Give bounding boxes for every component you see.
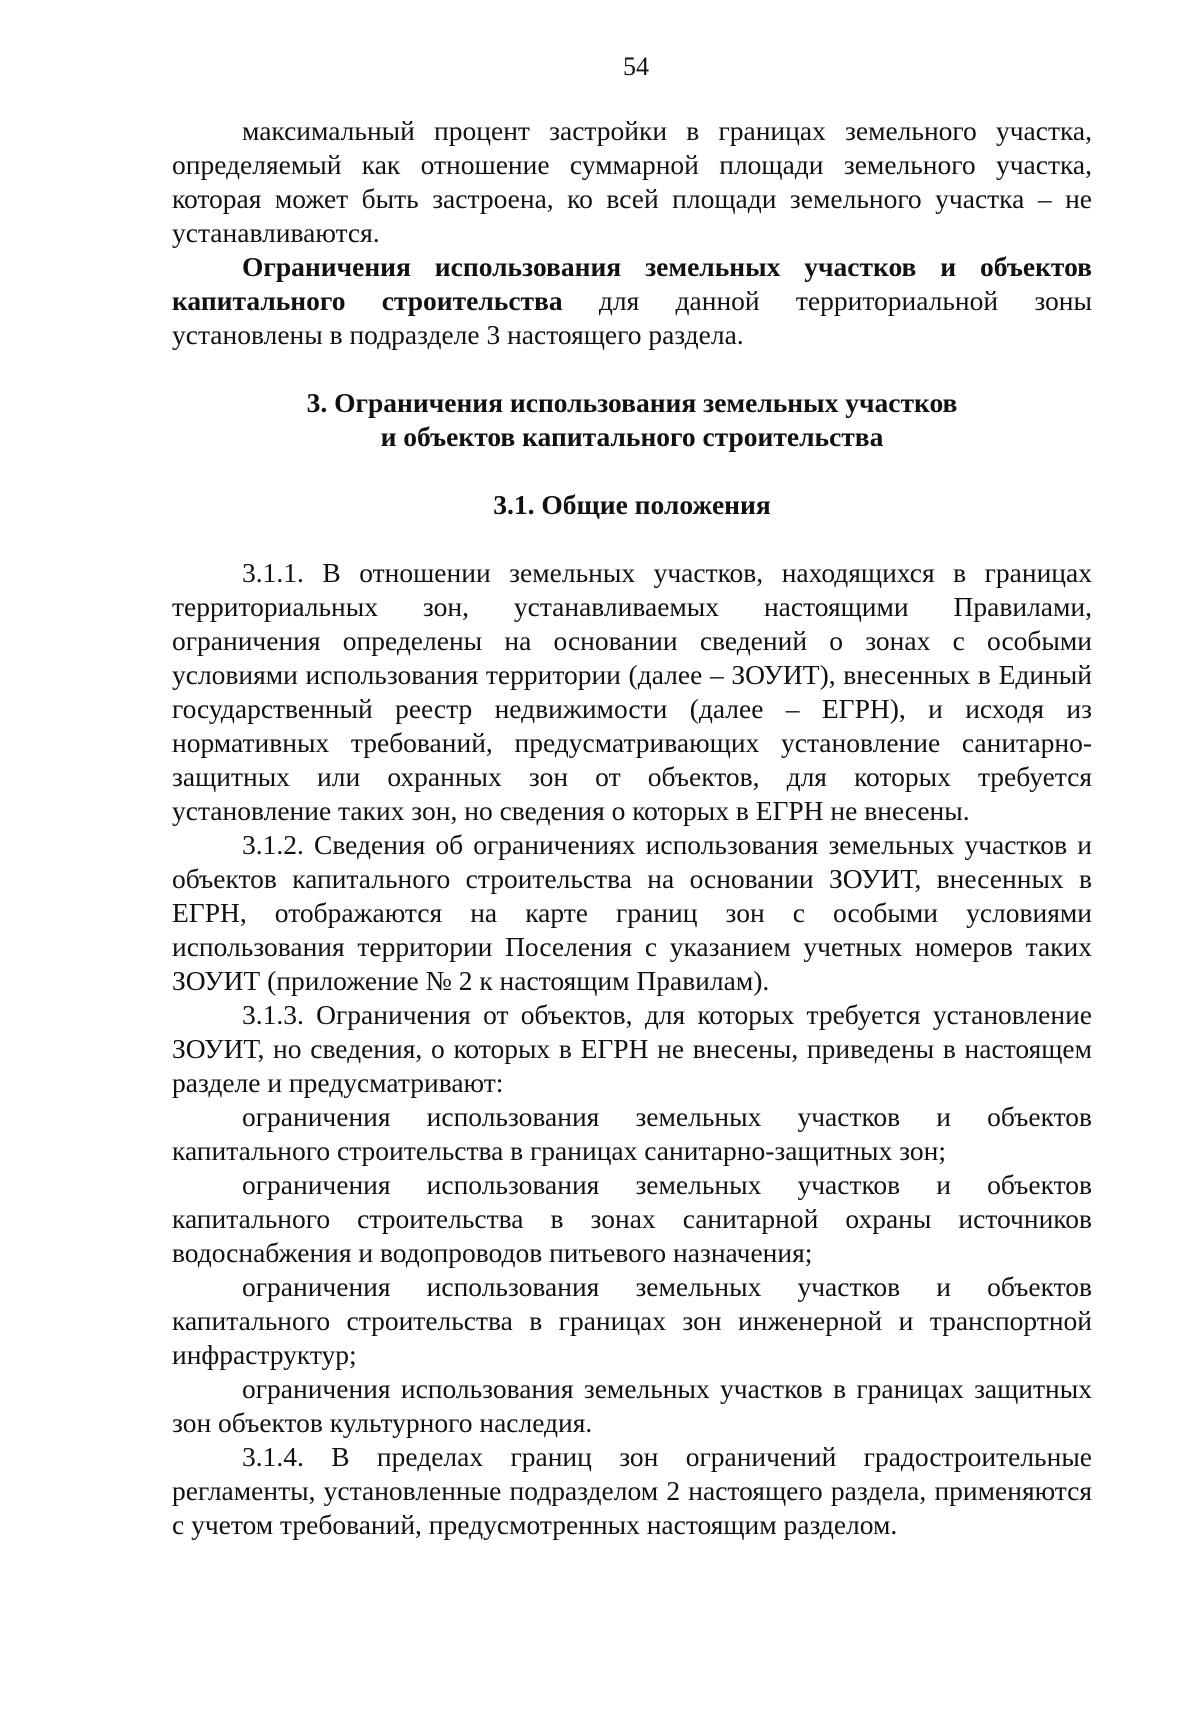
- list-item-sanitary-zones: ограничения использования земельных участков и объектов капитального строительства в границах санитарно-защитных зон;: [172, 1101, 1092, 1166]
- restrictions-rest-text: для данной территориальной зоны установлены в подразделе 3 настоящего раздела.: [172, 285, 1092, 350]
- list-item-infrastructure: ограничения использования земельных участков и объектов капитального строительства в границах зон инженерной и транспортной инфраструктур;: [172, 1271, 1092, 1370]
- paragraph-3-1-2: 3.1.2. Сведения об ограничениях использования земельных участков и объектов капитального строительства на основании ЗОУИТ, внесенных в ЕГРН, отображаются на карте границ зон с особыми условиями использования территории Поселения с указанием учетных номеров таких ЗОУИТ (приложение № 2 к настоящим Правилам).: [172, 829, 1092, 996]
- list-item-water-protection: ограничения использования земельных участков и объектов капитального строительства в зонах санитарной охраны источников водоснабжения и водопроводов питьевого назначения;: [172, 1169, 1092, 1268]
- restrictions-bold-text: Ограничения использования земельных участков и объектов капитального строительства: [172, 251, 1092, 316]
- subsection-heading: 3.1. Общие положения: [493, 489, 771, 520]
- section-heading-line1: 3. Ограничения использования земельных участков: [306, 387, 958, 418]
- document-page: [172, 52, 1092, 1542]
- paragraph-3-1-4: 3.1.4. В пределах границ зон ограничений градостроительные регламенты, установленные подразделом 2 настоящего раздела, применяются с учетом требований, предусмотренных настоящим разделом.: [172, 1441, 1092, 1540]
- list-item-heritage: ограничения использования земельных участков в границах защитных зон объектов культурного наследия.: [172, 1373, 1092, 1438]
- section-heading: [172, 386, 1092, 454]
- intro-paragraph: максимальный процент застройки в границах земельного участка, определяемый как отношение суммарной площади земельного участка, которая может быть застроена, ко всей площади земельного участка – не устанавливаются.: [172, 115, 1092, 248]
- page-number: 54: [623, 52, 649, 81]
- section-heading-line2: и объектов капитального строительства: [380, 421, 884, 452]
- paragraph-3-1-3: 3.1.3. Ограничения от объектов, для которых требуется установление ЗОУИТ, но сведения, о которых в ЕГРН не внесены, приведены в настоящем разделе и предусматривают:: [172, 999, 1092, 1098]
- paragraph-3-1-1: 3.1.1. В отношении земельных участков, находящихся в границах территориальных зон, устанавливаемых настоящими Правилами, ограничения определены на основании сведений о зонах с особыми условиями использования территории (далее – ЗОУИТ), внесенных в Единый государственный реестр недвижимости (далее – ЕГРН), и исходя из нормативных требований, предусматривающих установление санитарно-защитных или охранных зон от объектов, для которых требуется установление таких зон, но сведения о которых в ЕГРН не внесены.: [172, 557, 1092, 826]
- restrictions-paragraph: [172, 250, 1092, 352]
